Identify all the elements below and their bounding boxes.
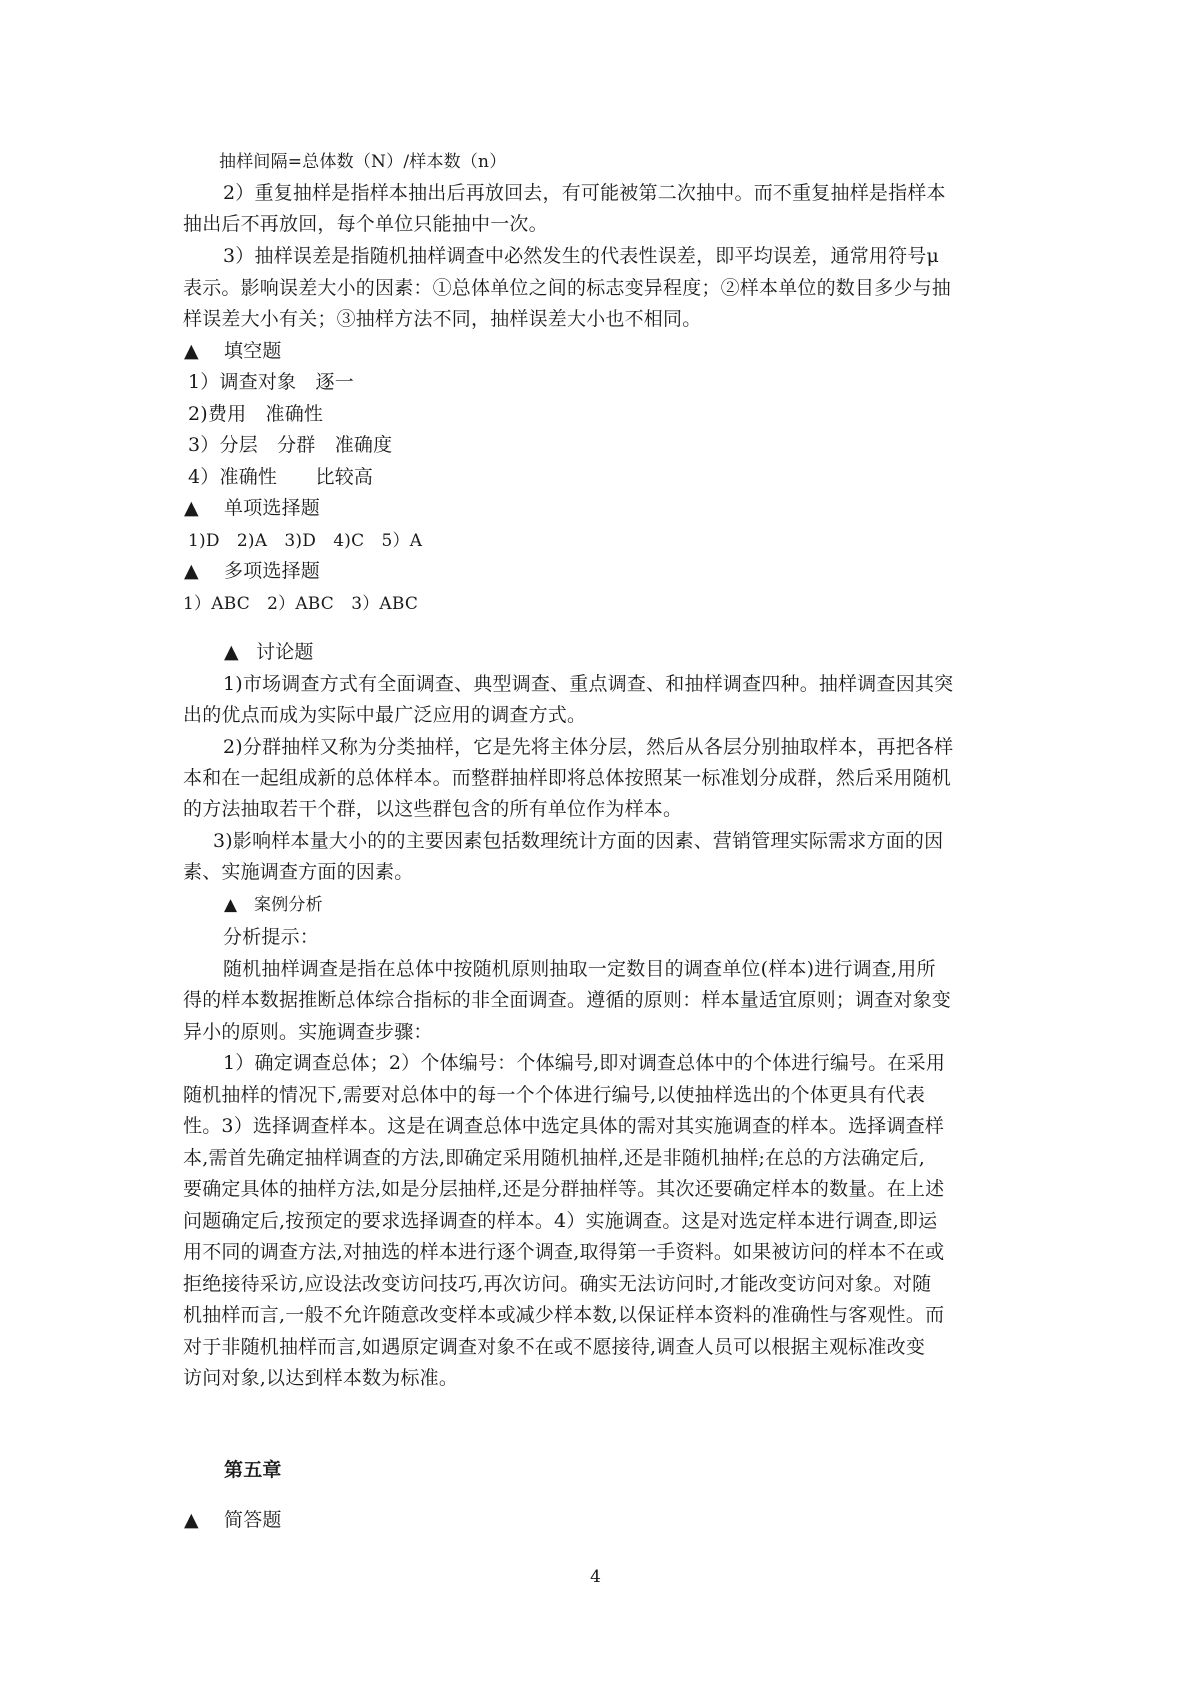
paragraph-line: 2）重复抽样是指样本抽出后再放回去，有可能被第二次抽中。而不重复抽样是指样本 <box>223 182 946 204</box>
sampling-interval-formula: 抽样间隔=总体数（N）/样本数（n） <box>219 152 507 172</box>
section-heading-single-choice: ▲ 单项选择题 <box>184 497 321 519</box>
chapter-title: 第五章 <box>224 1459 282 1481</box>
answer-line: 2)费用 准确性 <box>188 403 324 425</box>
paragraph-line: 用不同的调查方法,对抽选的样本进行逐个调查,取得第一手资料。如果被访问的样本不在或 <box>183 1241 945 1263</box>
paragraph-line: 2)分群抽样又称为分类抽样，它是先将主体分层，然后从各层分别抽取样本，再把各样 <box>223 736 954 758</box>
paragraph-line: 本,需首先确定抽样调查的方法,即确定采用随机抽样,还是非随机抽样;在总的方法确定后, <box>183 1147 925 1169</box>
section-heading-fill-blank: ▲ 填空题 <box>184 340 282 362</box>
paragraph-line: 机抽样而言,一般不允许随意改变样本或减少样本数,以保证样本资料的准确性与客观性。而 <box>183 1304 945 1326</box>
paragraph-line: 要确定具体的抽样方法,如是分层抽样,还是分群抽样等。其次还要确定样本的数量。在上述 <box>183 1178 945 1200</box>
triangle-bullet-icon: ▲ <box>184 340 199 362</box>
answer-line: 3）分层 分群 准确度 <box>188 434 393 456</box>
answer-line: 1)D 2)A 3)D 4)C 5）A <box>188 531 423 551</box>
paragraph-line: 异小的原则。实施调查步骤： <box>183 1021 433 1043</box>
paragraph-line: 随机抽样的情况下,需要对总体中的每一个个体进行编号,以使抽样选出的个体更具有代表 <box>183 1084 926 1106</box>
paragraph-line: 访问对象,以达到样本数为标准。 <box>183 1367 459 1389</box>
paragraph-line: 样误差大小有关；③抽样方法不同，抽样误差大小也不相同。 <box>183 308 702 330</box>
section-heading-short-answer: ▲ 简答题 <box>184 1509 282 1531</box>
paragraph-line: 拒绝接待采访,应设法改变访问技巧,再次访问。确实无法访问时,才能改变访问对象。对随 <box>183 1273 932 1295</box>
paragraph-line: 对于非随机抽样而言,如遇原定调查对象不在或不愿接待,调查人员可以根据主观标准改变 <box>183 1336 926 1358</box>
answer-line: 4）准确性 比较高 <box>188 466 374 488</box>
section-heading-discussion: ▲ 讨论题 <box>224 641 314 663</box>
paragraph-line: 1）确定调查总体；2）个体编号：个体编号,即对调查总体中的个体进行编号。在采用 <box>223 1052 946 1074</box>
triangle-bullet-icon: ▲ <box>184 497 199 519</box>
page-number: 4 <box>590 1567 601 1587</box>
answer-line: 1）ABC 2）ABC 3）ABC <box>183 594 419 614</box>
paragraph-line: 素、实施调查方面的因素。 <box>183 861 414 883</box>
answer-line: 1）调查对象 逐一 <box>188 371 354 393</box>
paragraph-line: 本和在一起组成新的总体样本。而整群抽样即将总体按照某一标准划分成群，然后采用随机 <box>183 767 952 789</box>
paragraph-line: 抽出后不再放回，每个单位只能抽中一次。 <box>183 213 548 235</box>
section-heading-multi-choice: ▲ 多项选择题 <box>184 560 321 582</box>
section-heading-case: ▲ 案例分析 <box>224 895 323 915</box>
paragraph-line: 1)市场调查方式有全面调查、典型调查、重点调查、和抽样调查四种。抽样调查因其突 <box>223 673 954 695</box>
paragraph-line: 3）抽样误差是指随机抽样调查中必然发生的代表性误差，即平均误差，通常用符号μ <box>223 245 940 267</box>
paragraph-line: 表示。影响误差大小的因素：①总体单位之间的标志变异程度；②样本单位的数目多少与抽 <box>183 277 952 299</box>
paragraph-line: 3)影响样本量大小的的主要因素包括数理统计方面的因素、营销管理实际需求方面的因 <box>213 830 944 852</box>
paragraph-line: 随机抽样调查是指在总体中按随机原则抽取一定数目的调查单位(样本)进行调查,用所 <box>223 958 936 980</box>
paragraph-line: 得的样本数据推断总体综合指标的非全面调查。遵循的原则：样本量适宜原则；调查对象变 <box>183 989 952 1011</box>
paragraph-line: 性。3）选择调查样本。这是在调查总体中选定具体的需对其实施调查的样本。选择调查样 <box>183 1115 945 1137</box>
paragraph-line: 的方法抽取若干个群，以这些群包含的所有单位作为样本。 <box>183 798 683 820</box>
triangle-bullet-icon: ▲ <box>224 641 239 663</box>
analysis-hint: 分析提示： <box>223 926 320 948</box>
triangle-bullet-icon: ▲ <box>224 895 238 915</box>
paragraph-line: 问题确定后,按预定的要求选择调查的样本。4）实施调查。这是对选定样本进行调查,即运 <box>183 1210 938 1232</box>
triangle-bullet-icon: ▲ <box>184 1509 199 1531</box>
triangle-bullet-icon: ▲ <box>184 560 199 582</box>
paragraph-line: 出的优点而成为实际中最广泛应用的调查方式。 <box>183 704 587 726</box>
